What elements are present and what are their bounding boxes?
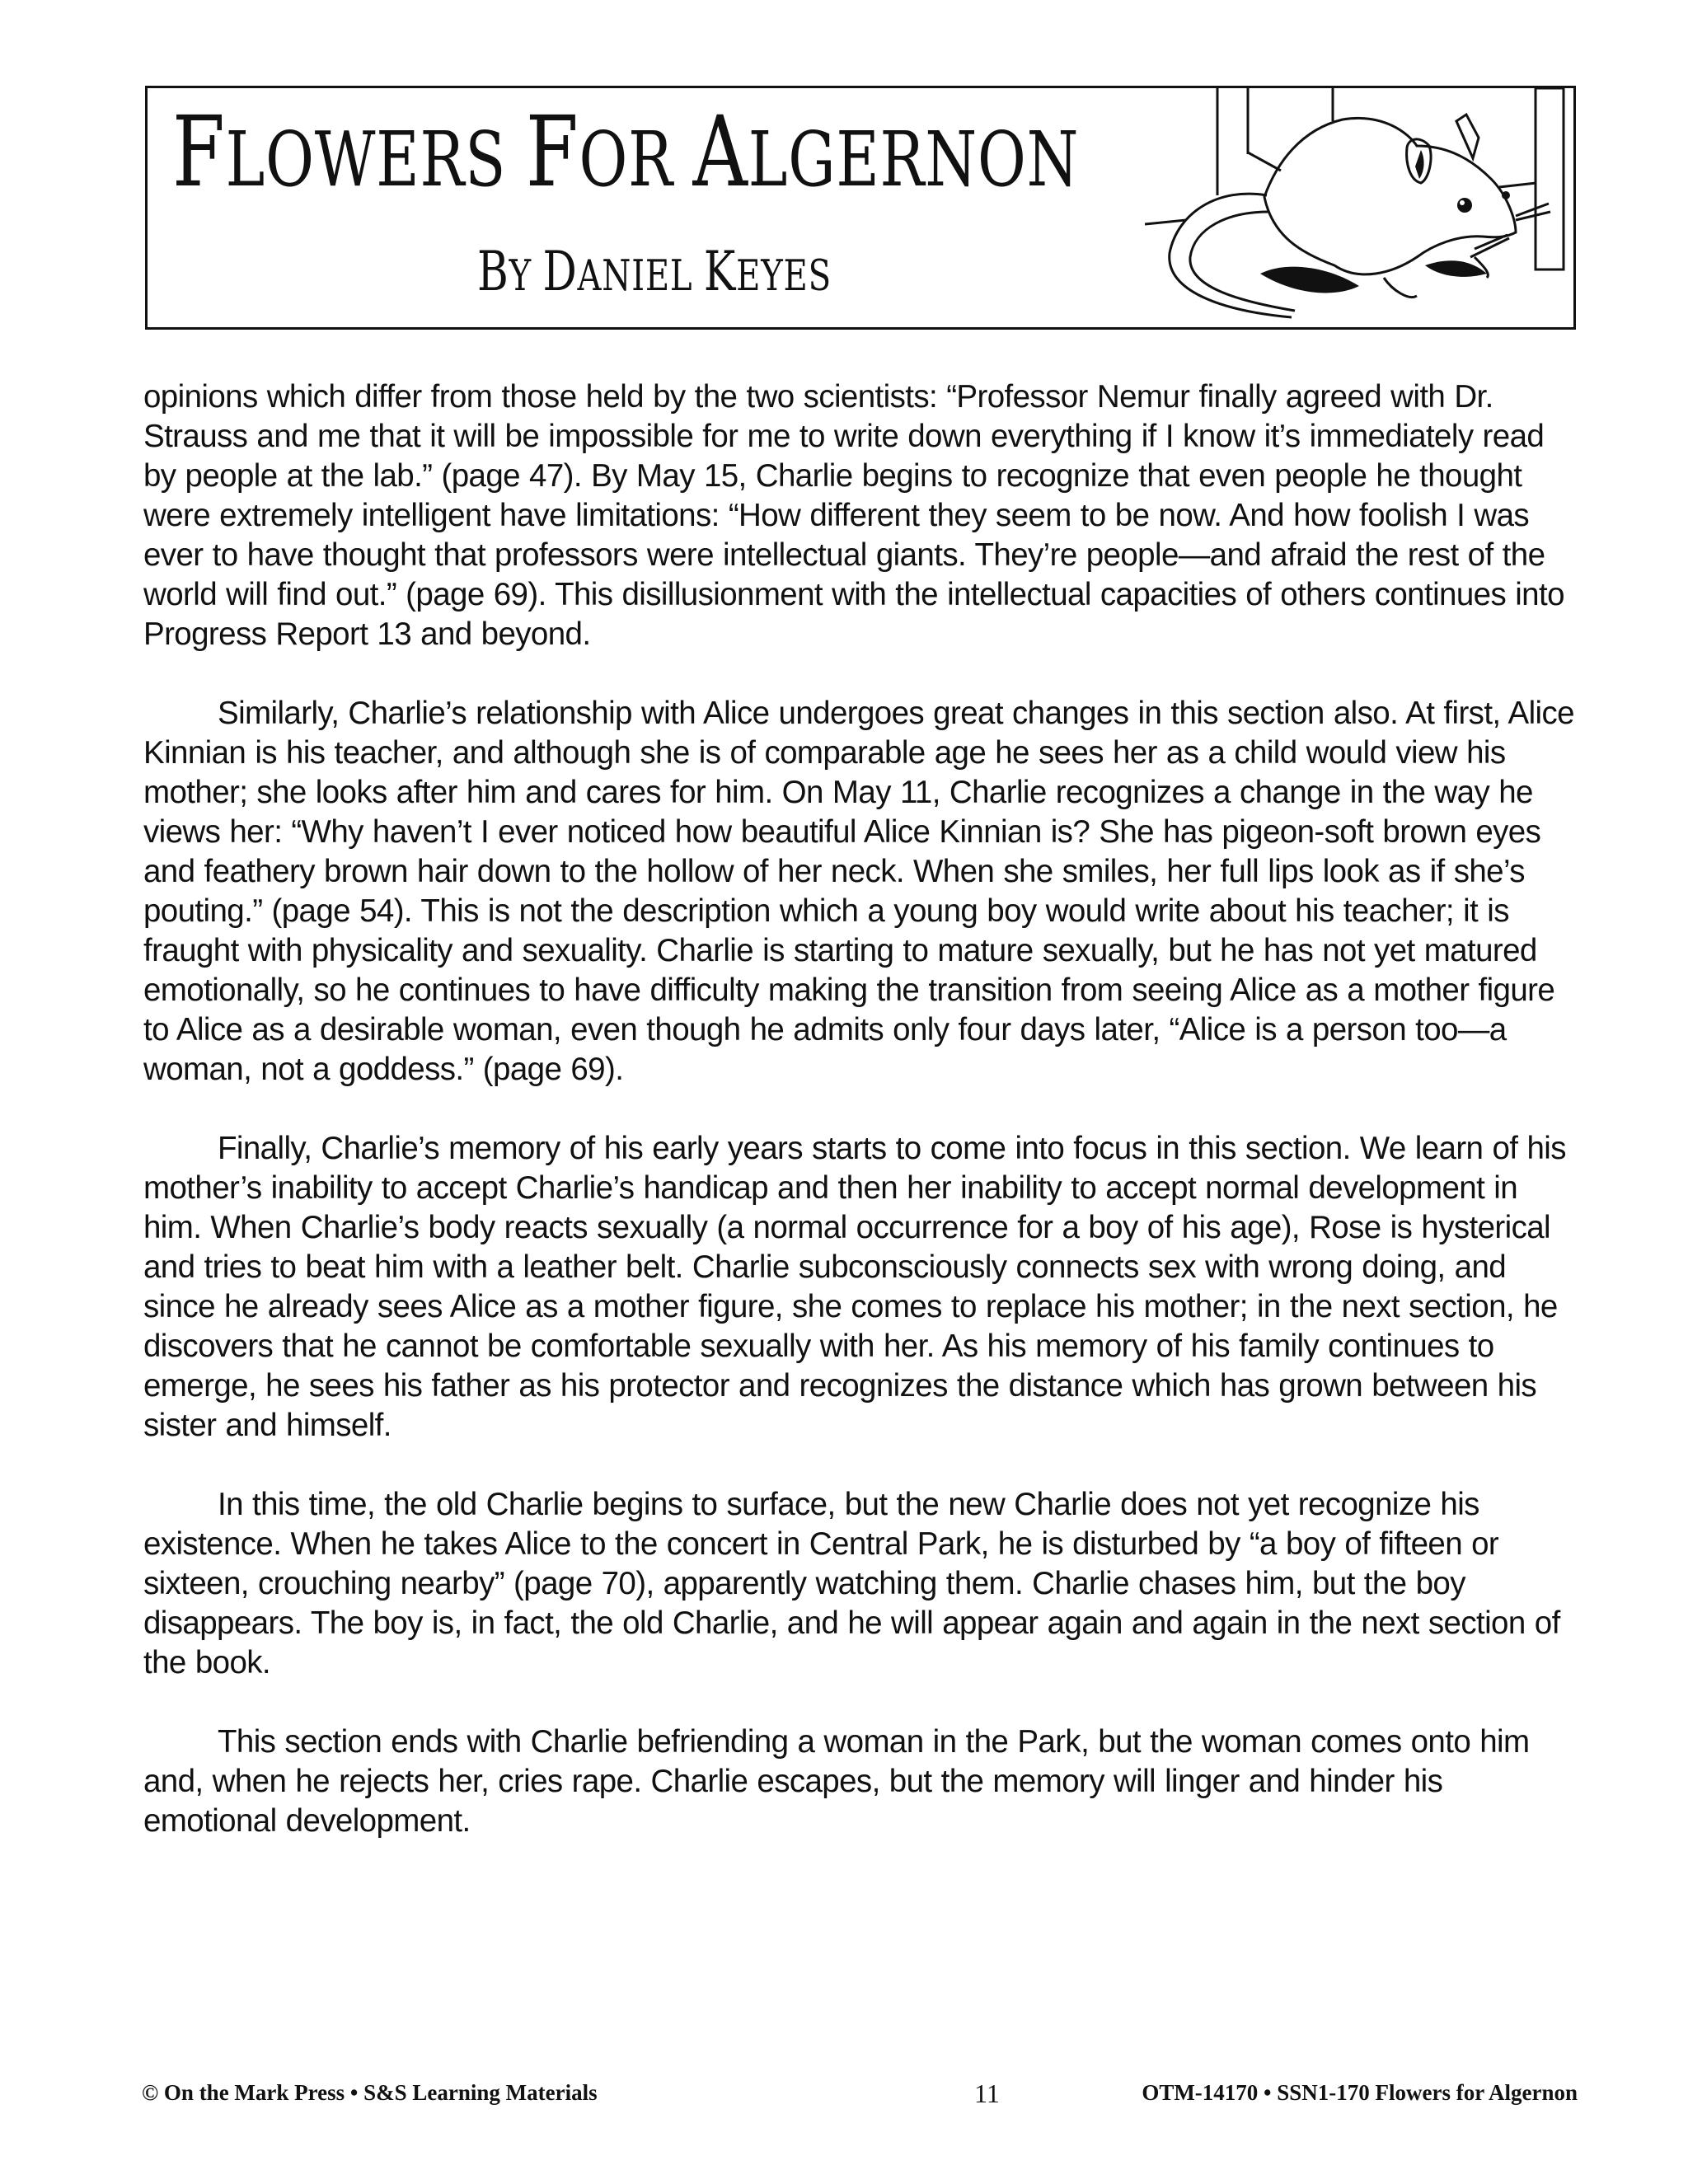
page-number: 11 bbox=[974, 2079, 1000, 2108]
book-title bbox=[172, 95, 1080, 209]
title-word-1: FLOWERS bbox=[172, 95, 526, 209]
title-word-2: FOR bbox=[525, 95, 693, 209]
paragraph-3: Finally, Charlie’s memory of his early years starts to come into focus in this section. We learn of his mother’s inability to accept Charlie’s handicap and then her inability to accept normal development in him. When Charlie’s body reacts sexually (a normal occurrence for a boy of his age), Rose is hysterical and tries to beat him with a leather belt. Charlie subconsciously connects sex with wrong doing, and since he already sees Alice as a mother figure, she comes to replace his mother; in the next section, he discovers that he cannot be comfortable sexually with her. As his memory of his family continues to emerge, he sees his father as his protector and recognizes the distance which has grown between his sister and himself. bbox=[143, 1131, 1566, 1443]
title-word-3: ALGERNON bbox=[692, 95, 1080, 209]
page-footer bbox=[142, 2080, 1578, 2113]
title-banner bbox=[145, 86, 1576, 330]
author-byline: BY DANIEL KEYES bbox=[477, 240, 832, 303]
footer-copyright: © On the Mark Press • S&S Learning Materials bbox=[142, 2080, 598, 2105]
paragraph-4: In this time, the old Charlie begins to surface, but the new Charlie does not yet recognize his existence. When he takes Alice to the concert in Central Park, he is disturbed by “a boy of fifteen or sixteen, crouching nearby” (page 70), apparently watching them. Charlie chases him, but the boy disappears. The boy is, in fact, the old Charlie, and he will appear again and again in the next section of the book. bbox=[143, 1487, 1560, 1680]
paragraph-5: This section ends with Charlie befriending a woman in the Park, but the woman comes onto him and, when he rejects her, cries rape. Charlie escapes, but the memory will linger and hinder his emotional development. bbox=[143, 1724, 1530, 1839]
paragraph-2: Similarly, Charlie’s relationship with Alice undergoes great changes in this section also. At first, Alice Kinnian is his teacher, and although she is of comparable age he sees her as a child would view his mother; she looks after him and cares for him. On May 11, Charlie recognizes a change in the way he views her: “Why haven’t I ever noticed how beautiful Alice Kinnian is? She has pigeon-soft brown eyes and feathery brown hair down to the hollow of her neck. When she smiles, her full lips look as if she’s pouting.” (page 54). This is not the description which a young boy would write about his teacher; it is fraught with physicality and sexuality. Charlie is starting to mature sexually, but he has not yet matured emotionally, so he continues to have difficulty making the transition from seeing Alice as a mother figure to Alice as a desirable woman, even though he admits only four days later, “Alice is a person too—a woman, not a goddess.” (page 69). bbox=[143, 696, 1574, 1087]
mouse-illustration-icon bbox=[1145, 88, 1573, 327]
document-body bbox=[143, 377, 1578, 1881]
paragraph-1: opinions which differ from those held by the two scientists: “Professor Nemur finally agreed with Dr. Strauss and me that it will be impossible for me to write down everything if I know it’s immediately read by people at the lab.” (page 47). By May 15, Charlie begins to recognize that even people he thought were extremely intelligent have limitations: “How different they seem to be now. And how foolish I was ever to have thought that professors were intellectual giants. They’re people—and afraid the rest of the world will find out.” (page 69). This disillusionment with the intellectual capacities of others continues into Progress Report 13 and beyond. bbox=[143, 379, 1564, 652]
footer-product-code: OTM-14170 • SSN1-170 Flowers for Algernon bbox=[1142, 2080, 1578, 2105]
